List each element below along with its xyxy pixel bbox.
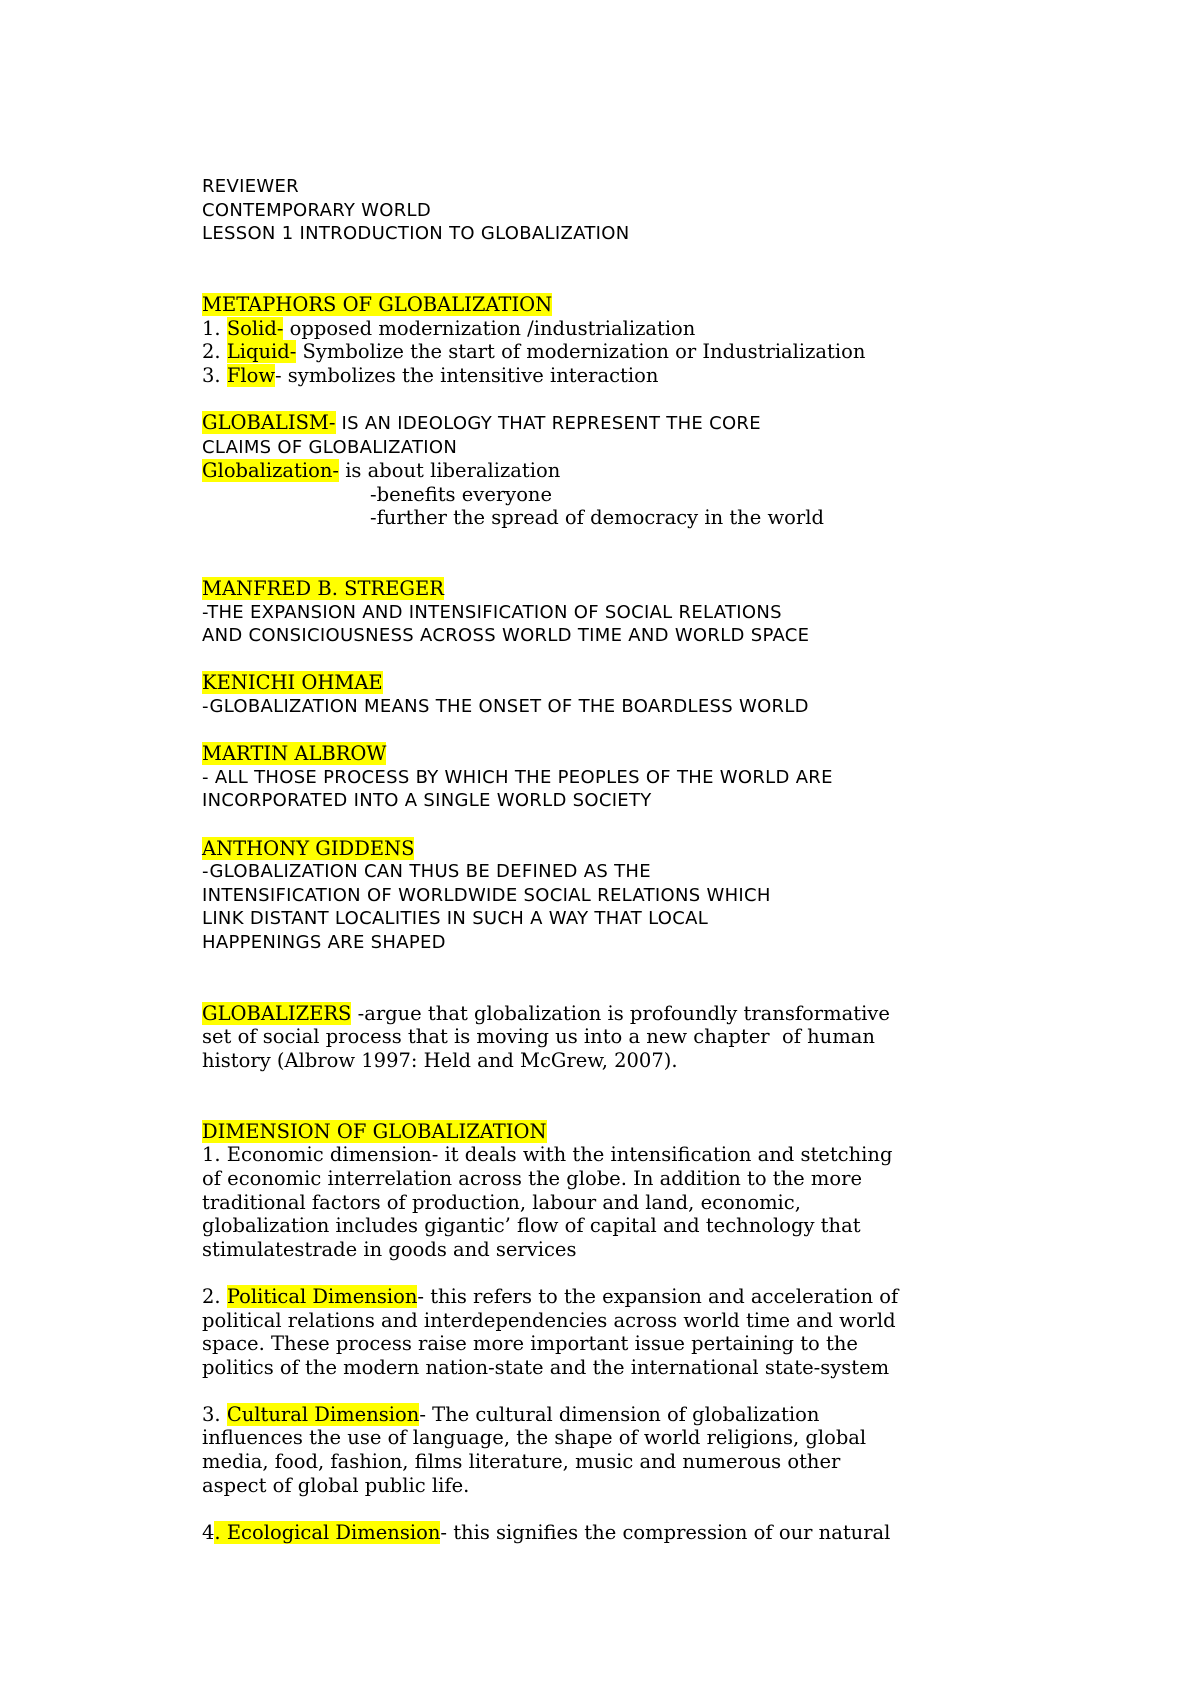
list-item: -benefits everyone	[370, 482, 553, 506]
globalizers-section: GLOBALIZERS -argue that globalization is profoundly transformative set of social process that is moving us into a new chapter of human history (Albrow 1997: Held and McGrew, 2007).	[202, 1001, 890, 1072]
highlighted-term: Globalization-	[202, 459, 339, 483]
spacer	[202, 1379, 1132, 1403]
header-line-course: CONTEMPORARY WORLD	[202, 199, 432, 221]
spacer	[202, 530, 1132, 577]
spacer	[202, 1073, 1132, 1120]
spacer	[202, 648, 1132, 672]
list-item: 2. Liquid- Symbolize the start of modernization or Industrialization	[202, 340, 866, 364]
list-item: 1. Solid- opposed modernization /industrialization	[202, 316, 696, 340]
list-item: -further the spread of democracy in the world	[370, 506, 824, 530]
highlighted-term: Cultural Dimension	[226, 1402, 420, 1426]
dimensions-heading: DIMENSION OF GLOBALIZATION	[202, 1119, 547, 1143]
highlighted-term: Solid-	[226, 316, 284, 340]
spacer	[202, 246, 1132, 293]
definition-block: MARTIN ALBROW - ALL THOSE PROCESS BY WHICH THE PEOPLES OF THE WORLD ARE INCORPORATED INTO A SINGLE WORLD SOCIETY	[202, 742, 833, 812]
spacer	[202, 955, 1132, 1002]
spacer	[202, 813, 1132, 837]
metaphors-section	[202, 293, 1132, 387]
header-line-reviewer: REVIEWER	[202, 176, 299, 197]
spacer	[202, 1261, 1132, 1285]
document-header	[202, 175, 1132, 246]
document-page	[202, 175, 1132, 1544]
list-item: 4. Ecological Dimension- this signifies the compression of our natural	[202, 1520, 891, 1544]
author-name: KENICHI OHMAE	[202, 671, 383, 695]
header-line-lesson: LESSON 1 INTRODUCTION TO GLOBALIZATION	[202, 223, 630, 245]
list-item: 2. Political Dimension- this refers to the expansion and acceleration of	[202, 1284, 899, 1308]
author-name: MANFRED B. STREGER	[202, 577, 444, 601]
spacer	[202, 1497, 1132, 1521]
highlighted-term: GLOBALISM-	[202, 410, 336, 434]
highlighted-term: Liquid-	[226, 340, 297, 364]
list-item: 3. Flow- symbolizes the intensitive interaction	[202, 363, 659, 387]
spacer	[202, 387, 1132, 411]
highlighted-term: Flow	[226, 363, 276, 387]
definition-block: MANFRED B. STREGER -THE EXPANSION AND INTENSIFICATION OF SOCIAL RELATIONS AND CONSICIOUSNESS ACROSS WORLD TIME AND WORLD SPACE	[202, 577, 810, 647]
dimensions-section: DIMENSION OF GLOBALIZATION 1. Economic dimension- it deals with the intensification and stetching of economic interrelation across the globe. In addition to the more traditional factors of production, labour and land, economic, globalization includes gigantic’ flow of capital and technology that stimulatestrade in goods and services 2. Political Dimension- this refers to the expansion and acceleration of political relations and interdependencies across world time and world space. These process raise more important issue pertaining to the politics of the modern nation-state and the international state-system 3. Cultural Dimension- The cultural dimension of globalization influences the use of language, the shape of world religions, global media, food, fashion, films literature, music and numerous other aspect of global public life. 4. Ecological Dimension- this signifies the compression of our natural	[202, 1120, 1132, 1545]
highlighted-term: Political Dimension	[226, 1284, 418, 1308]
globalism-section: GLOBALISM- IS AN IDEOLOGY THAT REPRESENT THE CORE CLAIMS OF GLOBALIZATION Globalization- is about liberalization -benefits everyone -further the spread of democracy in the world	[202, 411, 1132, 530]
definitions-section	[202, 577, 1132, 955]
author-name: MARTIN ALBROW	[202, 742, 387, 766]
highlighted-term: GLOBALIZERS	[202, 1001, 352, 1025]
metaphors-heading: METAPHORS OF GLOBALIZATION	[202, 292, 553, 316]
spacer	[202, 719, 1132, 743]
definition-block: KENICHI OHMAE -GLOBALIZATION MEANS THE ONSET OF THE BOARDLESS WORLD	[202, 671, 809, 718]
list-item: 3. Cultural Dimension- The cultural dimension of globalization	[202, 1402, 820, 1426]
highlighted-term: . Ecological Dimension	[214, 1520, 441, 1544]
definition-block: ANTHONY GIDDENS -GLOBALIZATION CAN THUS BE DEFINED AS THE INTENSIFICATION OF WORLDWIDE SOCIAL RELATIONS WHICH LINK DISTANT LOCALITIES IN SUCH A WAY THAT LOCAL HAPPENINGS ARE SHAPED	[202, 836, 771, 953]
author-name: ANTHONY GIDDENS	[202, 836, 415, 860]
